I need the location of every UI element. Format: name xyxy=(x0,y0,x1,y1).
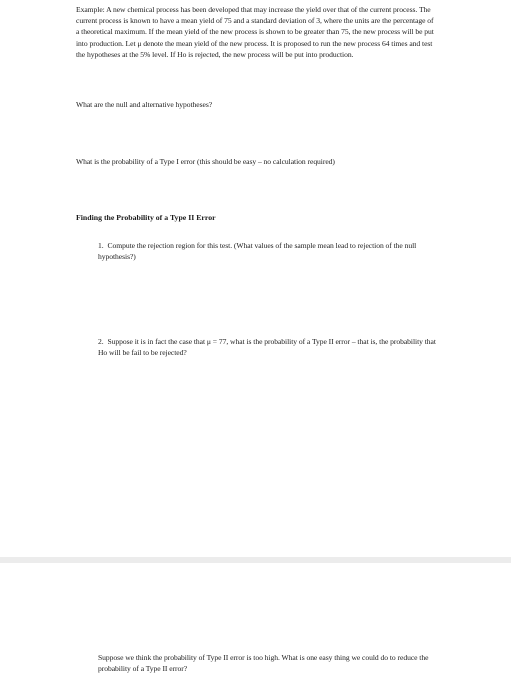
list-item-text: Compute the rejection region for this test. (What values of the sample mean lead to rejection of the null hypothesis?) xyxy=(98,241,417,262)
list-item-type2-probability xyxy=(98,336,443,358)
list-item-number: 1. xyxy=(98,241,104,250)
section-heading: Finding the Probability of a Type II Error xyxy=(76,213,216,222)
question-hypotheses: What are the null and alternative hypotheses? xyxy=(76,100,213,109)
question-type1-error: What is the probability of a Type I error (this should be easy – no calculation required) xyxy=(76,157,335,166)
list-item-text: Suppose it is in fact the case that μ = 77, what is the probability of a Type II error – that is, the probability that Ho will be fail to be rejected? xyxy=(98,337,436,358)
list-item-number: 2. xyxy=(98,337,104,346)
list-item-rejection-region xyxy=(98,240,443,262)
question-reduce-type2: Suppose we think the probability of Type II error is too high. What is one easy thing we could do to reduce the probability of a Type II error? xyxy=(98,653,429,674)
example-paragraph: Example: A new chemical process has been developed that may increase the yield over that of the current process. The current process is known to have a mean yield of 75 and a standard deviation of 3, where the units are the percentage of a theoretical maximum. If the mean yield of the new process is shown to be greater than 75, the new process will be put into production. Let μ denote the mean yield of the new process. It is proposed to run the new process 64 times and test the hypotheses at the 5% level. If Ho is rejected, the new process will be put into production. xyxy=(76,5,434,59)
document-page-2 xyxy=(0,563,511,700)
